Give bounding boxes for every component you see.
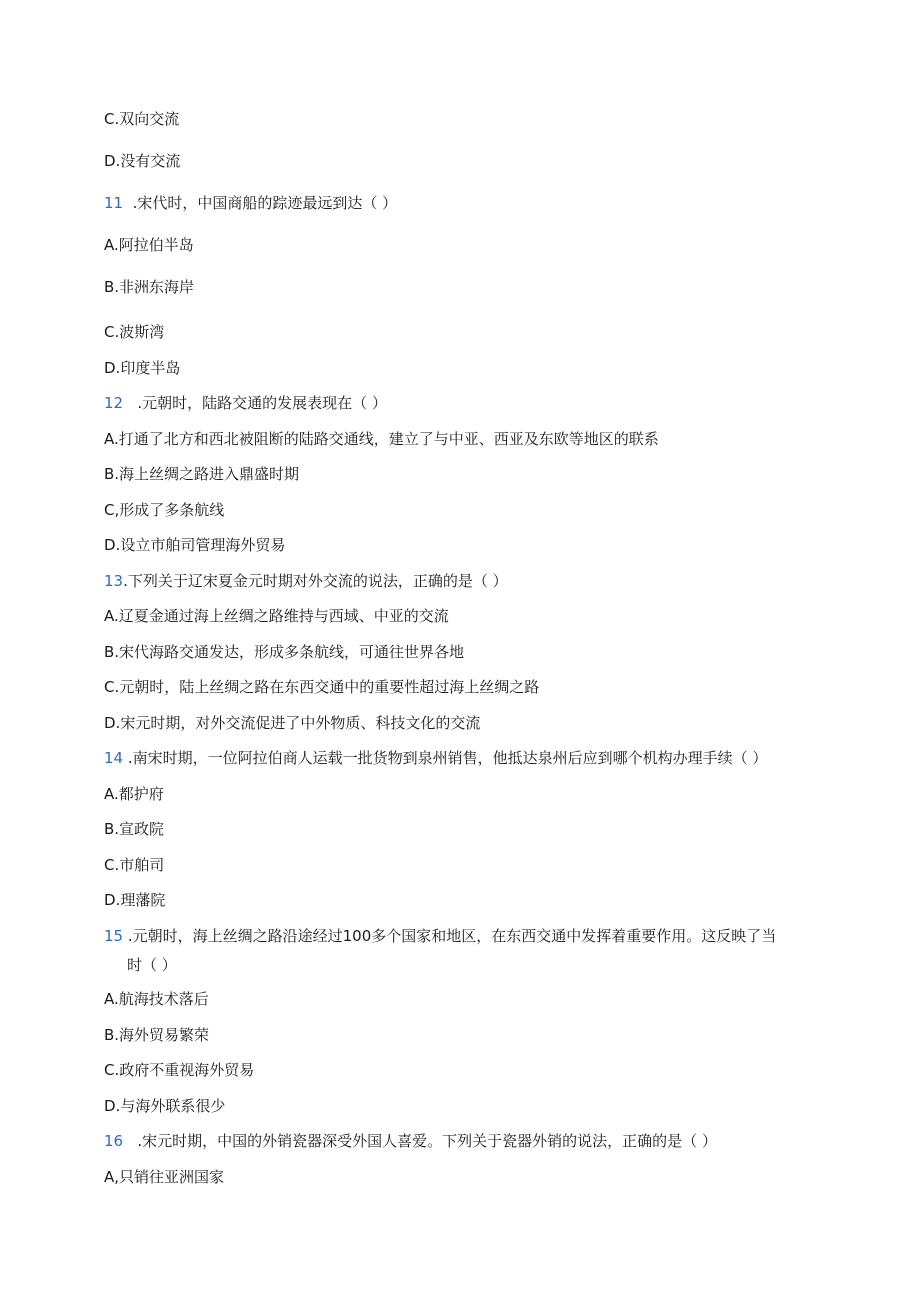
question-15-continuation: 时（ ）: [127, 956, 177, 974]
question-number: 11: [104, 194, 124, 212]
option-14d: D.理藩院: [104, 891, 166, 909]
option-12c: C,形成了多条航线: [104, 501, 225, 519]
question-number: 15: [104, 927, 124, 945]
option-14c: C.市舶司: [104, 856, 165, 874]
option-12a: A.打通了北方和西北被阻断的陆路交通线，建立了与中亚、西亚及东欧等地区的联系: [104, 430, 659, 448]
question-14: 14 .南宋时期，一位阿拉伯商人运载一批货物到泉州销售，他抵达泉州后应到哪个机构办理手续（ ）: [104, 749, 768, 767]
option-11d: D.印度半岛: [104, 359, 181, 377]
option-15b: B.海外贸易繁荣: [104, 1026, 210, 1044]
option-10c: C.双向交流: [104, 110, 180, 128]
option-13a: A.辽夏金通过海上丝绸之路维持与西域、中亚的交流: [104, 607, 449, 625]
question-number: 14: [104, 749, 124, 767]
option-11c: C.波斯湾: [104, 323, 165, 341]
option-12b: B.海上丝绸之路进入鼎盛时期: [104, 465, 300, 483]
question-11: 11 .宋代时，中国商船的踪迹最远到达（ ）: [104, 194, 398, 212]
option-15d: D.与海外联系很少: [104, 1097, 226, 1115]
option-15a: A.航海技术落后: [104, 990, 209, 1008]
option-10d: D.没有交流: [104, 152, 181, 170]
option-14b: B.宣政院: [104, 820, 165, 838]
option-15c: C.政府不重视海外贸易: [104, 1061, 255, 1079]
question-number: 16: [104, 1132, 124, 1150]
option-14a: A.都护府: [104, 785, 164, 803]
option-16a: A,只销往亚洲国家: [104, 1168, 225, 1186]
question-number: 13: [104, 572, 124, 590]
option-11b: B.非洲东海岸: [104, 278, 195, 296]
question-number: 12: [104, 394, 124, 412]
option-13b: B.宋代海路交通发达，形成多条航线，可通往世界各地: [104, 643, 465, 661]
option-12d: D.设立市舶司管理海外贸易: [104, 536, 286, 554]
question-16: 16 .宋元时期，中国的外销瓷器深受外国人喜爱。下列关于瓷器外销的说法，正确的是（ ）: [104, 1132, 717, 1150]
option-13d: D.宋元时期，对外交流促进了中外物质、科技文化的交流: [104, 714, 481, 732]
option-11a: A.阿拉伯半岛: [104, 236, 194, 254]
option-13c: C.元朝时，陆上丝绸之路在东西交通中的重要性超过海上丝绸之路: [104, 678, 540, 696]
question-15: 15 .元朝时，海上丝绸之路沿途经过100多个国家和地区，在东西交通中发挥着重要作用。这反映了当: [104, 927, 777, 945]
question-13: 13.下列关于辽宋夏金元时期对外交流的说法，正确的是（ ）: [104, 572, 508, 590]
question-12: 12 .元朝时，陆路交通的发展表现在（ ）: [104, 394, 387, 412]
